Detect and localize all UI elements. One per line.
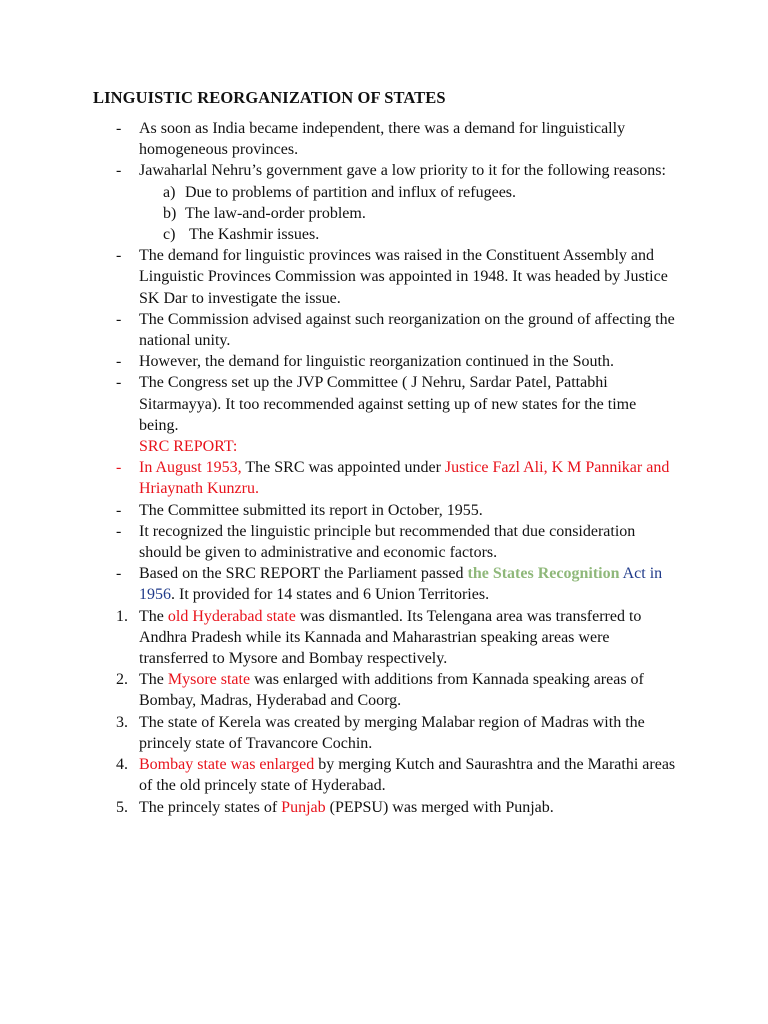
bullet-marker: - [116,501,122,519]
highlight-text: old Hyderabad state [167,607,296,625]
list-item [116,500,676,521]
bullet-marker: - [116,565,122,583]
section-heading-src-report: SRC REPORT: [139,438,238,456]
bullet-marker: - [116,120,122,137]
highlight-members: Justice Fazl Ali, K M Pannikar and Hriaynath Kunzru. [139,459,670,498]
list-item [116,351,676,372]
number-marker: 5. [116,798,128,816]
highlight-text: Mysore state [167,671,251,689]
document-title: LINGUISTIC REORGANIZATION OF STATES [93,88,446,107]
numbered-item: 3. The state of Kerela was created by merging Malabar region of Madras with the princely state of Travancore Cochin. [116,712,676,754]
bullet-marker: - [116,459,122,477]
list-item-text: The demand for linguistic provinces was raised in the Constituent Assembly and Linguistic Provinces Commission was appointed in 1948. It was headed by Justice SK Dar to investigate the issue. [139,247,668,307]
list-item [116,245,676,309]
list-item [116,309,676,351]
numbered-item: 4. Bombay state was enlarged by merging Kutch and Saurashtra and the Marathi areas of the old princely state of Hyderabad. [116,754,676,796]
bullet-marker: - [116,374,122,392]
number-marker: 4. [116,756,128,774]
list-item-text: It recognized the linguistic principle but recommended that due consideration should be given to administrative and economic factors. [139,522,636,562]
list-item: - Based on the SRC REPORT the Parliament passed the States Recognition Act in 1956. It provided for 14 states and 6 Union Territories. [116,563,676,605]
list-item-text: The Congress set up the JVP Committee ( J Nehru, Sardar Patel, Pattabhi Sitarmayya). It too recommended against setting up of new states for the time being. [139,374,637,434]
bullet-marker: - [116,247,122,265]
number-marker: 2. [116,671,128,689]
bullet-marker: - [116,310,122,328]
list-item-text: The Commission advised against such reorganization on the ground of affecting the national unity. [139,310,675,350]
reason-item: a) Due to problems of partition and influx of refugees. [163,183,517,201]
list-item [116,160,676,245]
highlight-text: Bombay state was enlarged [139,756,315,774]
highlight-text: Punjab [281,798,326,816]
bullet-marker: - [116,162,122,180]
reason-item: c) The Kashmir issues. [163,226,320,244]
numbered-item: 2. The Mysore state was enlarged with additions from Kannada speaking areas of Bombay, Madras, Hyderabad and Coorg. [116,669,676,711]
number-marker: 1. [116,607,128,625]
list-item-text: The Committee submitted its report in October, 1955. [139,501,483,519]
list-item-text: As soon as India became independent, there was a demand for linguistically homogeneous provinces. [139,120,626,159]
numbered-item: 5. The princely states of Punjab (PEPSU) was merged with Punjab. [116,797,676,818]
list-item-text: However, the demand for linguistic reorganization continued in the South. [139,353,614,371]
highlight-date: In August 1953, [139,459,242,477]
document-body [116,118,676,818]
numbered-item: 1. The old Hyderabad state was dismantled. Its Telengana area was transferred to Andhra Pradesh while its Kannada and Maharastrian speaking areas were transferred to Mysore and Bombay respectively. [116,606,676,670]
bullet-marker: - [116,353,122,371]
number-marker: 3. [116,713,128,731]
list-item: - In August 1953, The SRC was appointed under Justice Fazl Ali, K M Pannikar and Hriaynath Kunzru. [116,457,676,499]
list-item [116,372,676,457]
highlight-act-year: Act in 1956 [139,565,663,604]
list-item [116,118,676,160]
bullet-marker: - [116,522,122,540]
highlight-act-name: the States Recognition [467,565,620,583]
list-item [116,521,676,563]
reason-item: b) The law-and-order problem. [163,204,366,222]
list-item-text: Jawaharlal Nehru’s government gave a low priority to it for the following reasons: [139,162,666,180]
